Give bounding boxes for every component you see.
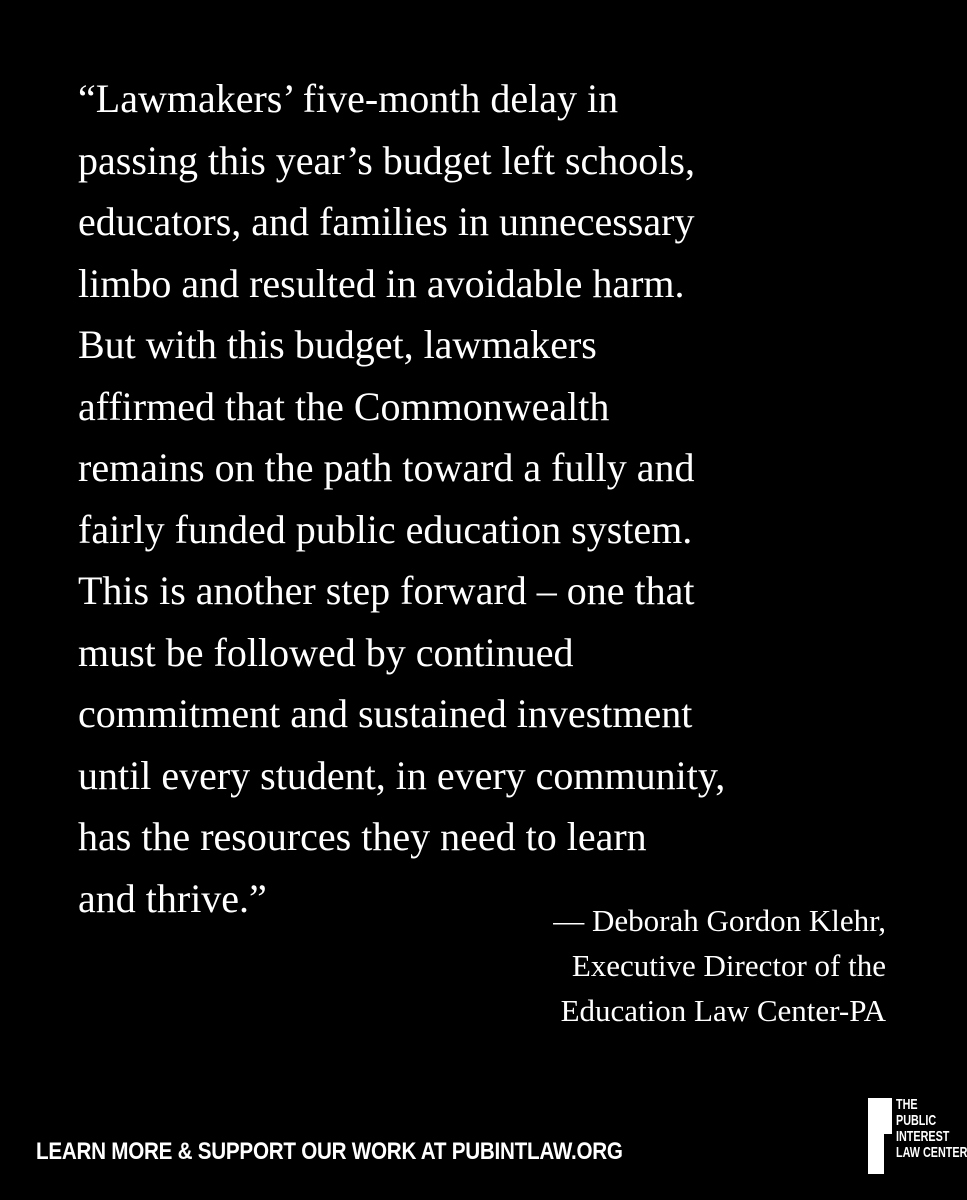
quote-line: This is another step forward – one that [78, 568, 695, 613]
attribution-organization: Education Law Center-PA [560, 993, 886, 1028]
quote-line: commitment and sustained investment [78, 691, 693, 736]
logo-mark-icon [868, 1098, 892, 1174]
quote-line: and thrive.” [78, 875, 267, 921]
quote-line: passing this year’s budget left schools, [78, 137, 695, 183]
quote-line: “Lawmakers’ five-month delay in [78, 76, 619, 121]
logo-line: INTEREST [896, 1128, 950, 1145]
quote-line: until every student, in every community, [78, 752, 726, 798]
attribution-title: Executive Director of the [571, 948, 886, 983]
quote-line: must be followed by continued [78, 629, 574, 675]
logo-line: THE [896, 1096, 918, 1113]
quote-line: But with this budget, lawmakers [78, 322, 597, 367]
quote-line: affirmed that the Commonwealth [78, 383, 610, 429]
quote-line: educators, and families in unnecessary [78, 199, 695, 244]
attribution-name: — Deborah Gordon Klehr, [553, 903, 886, 938]
quote-line: fairly funded public education system. [78, 506, 693, 552]
public-interest-law-center-logo [868, 1096, 967, 1174]
quote-line: remains on the path toward a fully and [78, 445, 695, 490]
quote-text [78, 68, 938, 929]
logo-line: PUBLIC [896, 1112, 937, 1129]
attribution [553, 898, 886, 1033]
quote-line: has the resources they need to learn [78, 814, 647, 859]
logo-line: LAW CENTER [896, 1144, 967, 1161]
quote-line: limbo and resulted in avoidable harm. [78, 260, 685, 306]
logo-wordmark [896, 1097, 967, 1161]
footer-cta-text: LEARN MORE & SUPPORT OUR WORK AT PUBINTLAW.ORG [36, 1138, 623, 1165]
